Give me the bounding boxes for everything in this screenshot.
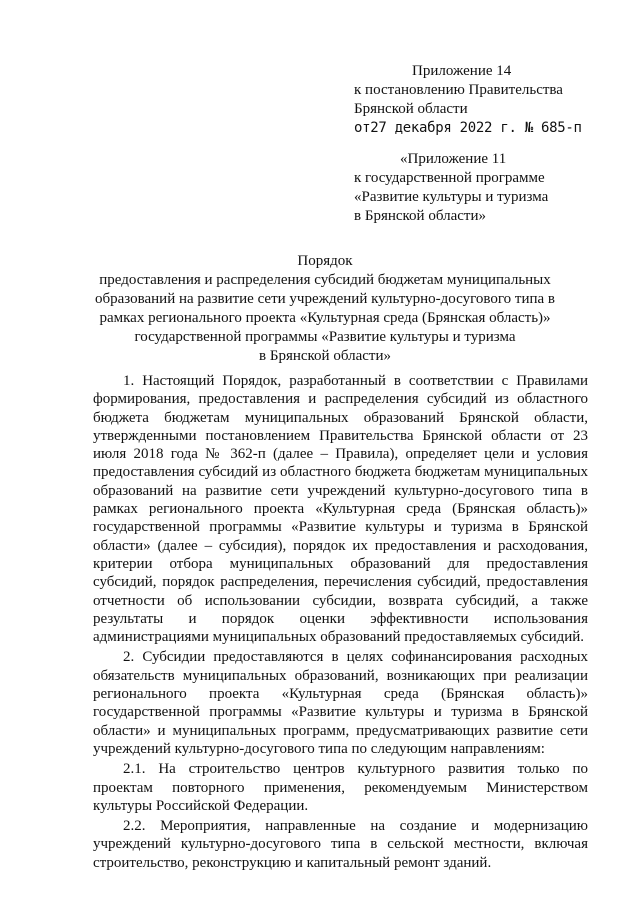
appendix-11-header: [354, 150, 624, 226]
title-line: государственной программы «Развитие культуры и туризма: [134, 329, 516, 345]
title-line: в Брянской области»: [259, 348, 391, 364]
appendix-11-region: в Брянской области»: [354, 208, 486, 224]
appendix-11-title: «Приложение 11: [400, 151, 507, 167]
appendix-11-reference: к государственной программе: [354, 170, 545, 186]
document-title: [70, 252, 580, 366]
appendix-14-title: Приложение 14: [412, 63, 512, 79]
appendix-11-program: «Развитие культуры и туризма: [354, 189, 549, 205]
paragraph-2: 2. Субсидии предоставляются в целях софинансирования расходных обязательств муниципальных образований, возникающих при реализации регионального проекта «Культурная среда (Брянская область)» государственной программы «Развитие культуры и туризма в Брянской области» и муниципальных программ, предусматривающих развитие сети учреждений культурно-досугового типа по следующим направлениям:: [93, 649, 588, 757]
appendix-14-header: [354, 62, 624, 138]
paragraph-2-1: 2.1. На строительство центров культурного развития только по проектам повторного применения, рекомендуемым Министерством культуры Российской Федерации.: [93, 761, 588, 814]
title-line: предоставления и распределения субсидий бюджетам муниципальных: [99, 272, 551, 288]
appendix-14-reference: к постановлению Правительства: [354, 82, 563, 98]
title-line: рамках регионального проекта «Культурная среда (Брянская область)»: [99, 310, 551, 326]
title-heading: Порядок: [297, 253, 353, 269]
appendix-14-region: Брянской области: [354, 101, 468, 117]
title-line: образований на развитие сети учреждений культурно-досугового типа в: [94, 291, 556, 307]
paragraph-1: 1. Настоящий Порядок, разработанный в соответствии с Правилами формирования, предоставления и распределения субсидий из областного бюджета бюджетам муниципальных образований Брянской области, утвержденными постановлением Правительства Брянской области от 23 июля 2018 года № 362-п (далее – Правила), определяет цели и условия предоставления субсидий из областного бюджета бюджетам муниципальных образований на развитие сети учреждений культурно-досугового типа в рамках регионального проекта «Культурная среда (Брянская область)» государственной программы «Развитие культуры и туризма в Брянской области» (далее – субсидия), порядок их предоставления и расходования, критерии отбора муниципальных образований для предоставления субсидий, порядок распределения, перечисления субсидий, предоставления отчетности об использовании субсидии, возврата субсидий, а также результаты и порядок оценки эффективности использования администрациями муниципальных образований предоставляемых субсидий.: [93, 373, 588, 646]
paragraph-2-2: 2.2. Мероприятия, направленные на создание и модернизацию учреждений культурно-досугового типа в сельской местности, включая строительство, реконструкцию и капитальный ремонт зданий.: [93, 818, 588, 871]
appendix-14-date: от27 декабря 2022 г. № 685-п: [354, 120, 582, 136]
document-body: [93, 372, 588, 872]
